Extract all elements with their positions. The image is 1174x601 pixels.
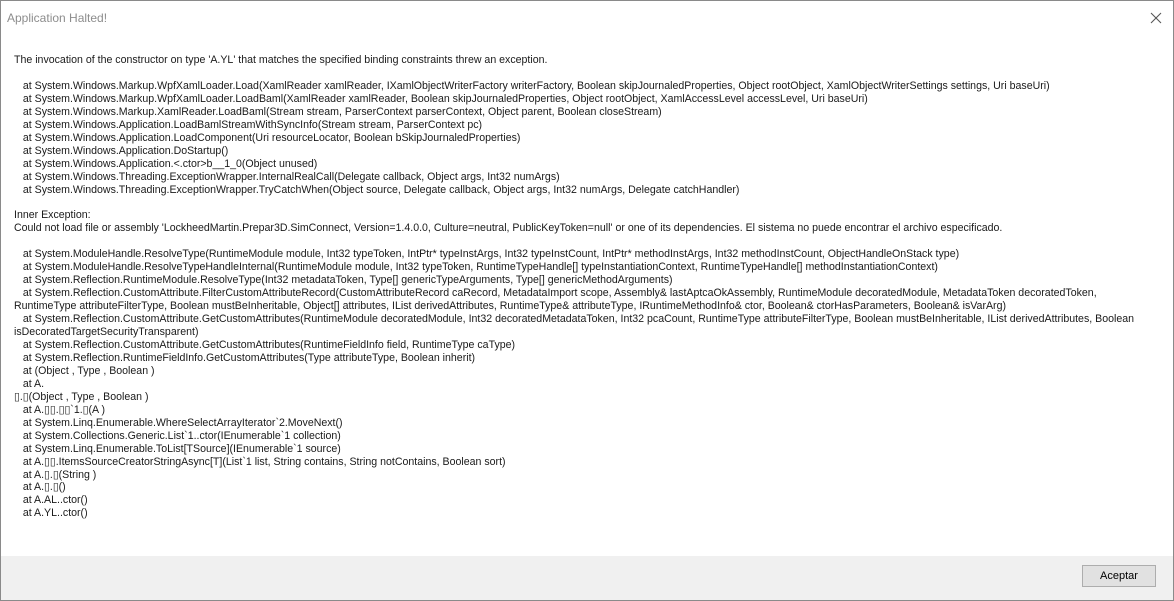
error-message: The invocation of the constructor on type 'A.YL' that matches the specified binding constraints threw an exception. at System.Windows.Markup.WpfXamlLoader.Load(XamlReader xamlReader, IXamlObjectWriterFactory writerFactory, Boolean skipJournaledProperties, Object rootObject, XamlObjectWriterSettings settings, Uri baseUri) at System.Windows.Markup.WpfXamlLoader.LoadBaml(XamlReader xamlReader, Boolean skipJournaledProperties, Object rootObject, XamlAccessLevel accessLevel, Uri baseUri) at System.Windows.Markup.XamlReader.LoadBaml(Stream stream, ParserContext parserContext, Object parent, Boolean closeStream) at System.Windows.Application.LoadBamlStreamWithSyncInfo(Stream stream, ParserContext pc) at System.Windows.Application.LoadComponent(Uri resourceLocator, Boolean bSkipJournaledProperties) at System.Windows.Application.DoStartup() at System.Windows.Application.<.ctor>b__1_0(Object unused) at System.Windows.Threading.ExceptionWrapper.InternalRealCall(Delegate callback, Object args, Int32 numArgs) at System.Windows.Threading.ExceptionWrapper.TryCatchWhen(Object source, Delegate callback, Object args, Int32 numArgs, Delegate catchHandler) Inner Exception: Could not load file or assembly 'LockheedMartin.Prepar3D.SimConnect, Version=1.4.0.0, Culture=neutral, PublicKeyToken=null' or one of its dependencies. El sistema no puede encontrar el archivo especificado. at System.ModuleHandle.ResolveType(RuntimeModule module, Int32 typeToken, IntPtr* typeInstArgs, Int32 typeInstCount, IntPtr* methodInstArgs, Int32 methodInstCount, ObjectHandleOnStack type) at System.ModuleHandle.ResolveTypeHandleInternal(RuntimeModule module, Int32 typeToken, RuntimeTypeHandle[] typeInstantiationContext, RuntimeTypeHandle[] methodInstantiationContext) at System.Reflection.RuntimeModule.ResolveType(Int32 metadataToken, Type[] genericTypeArguments, Type[] genericMethodArguments) at System.Reflection.CustomAttribute.FilterCustomAttributeRecord(CustomAttributeRecord caRecord, MetadataImport scope, Assembly& lastAptcaOkAssembly, RuntimeModule decoratedModule, MetadataToken decoratedToken, RuntimeType attributeFilterType, Boolean mustBeInheritable, Object[] attributes, IList derivedAttributes, RuntimeType& attributeType, IRuntimeMethodInfo& ctor, Boolean& ctorHasParameters, Boolean& isVarArg) at System.Reflection.CustomAttribute.GetCustomAttributes(RuntimeModule decoratedModule, Int32 decoratedMetadataToken, Int32 pcaCount, RuntimeType attributeFilterType, Boolean mustBeInheritable, IList derivedAttributes, Boolean isDecoratedTargetSecurityTransparent) at System.Reflection.CustomAttribute.GetCustomAttributes(RuntimeFieldInfo field, RuntimeType caType) at System.Reflection.RuntimeFieldInfo.GetCustomAttributes(Type attributeType, Boolean inherit) at (Object , Type , Boolean ) at A. ▯.▯(Object , Type , Boolean ) at A.▯▯.▯▯`1.▯(A ) at System.Linq.Enumerable.WhereSelectArrayIterator`2.MoveNext() at System.Collections.Generic.List`1..ctor(IEnumerable`1 collection) at System.Linq.Enumerable.ToList[TSource](IEnumerable`1 source) at A.▯▯.ItemsSourceCreatorStringAsync[T](List`1 list, String contains, String notContains, Boolean sort) at A.▯.▯(String ) at A.▯.▯() at A.AL..ctor() at A.YL..ctor() <box>14 54 1135 520</box>
accept-button[interactable]: Aceptar <box>1082 565 1156 587</box>
close-button[interactable] <box>1139 1 1173 35</box>
message-area <box>1 35 1173 556</box>
title-bar[interactable] <box>1 1 1173 35</box>
window-title: Application Halted! <box>7 11 108 25</box>
dialog-footer <box>1 556 1173 600</box>
close-icon <box>1150 12 1162 24</box>
